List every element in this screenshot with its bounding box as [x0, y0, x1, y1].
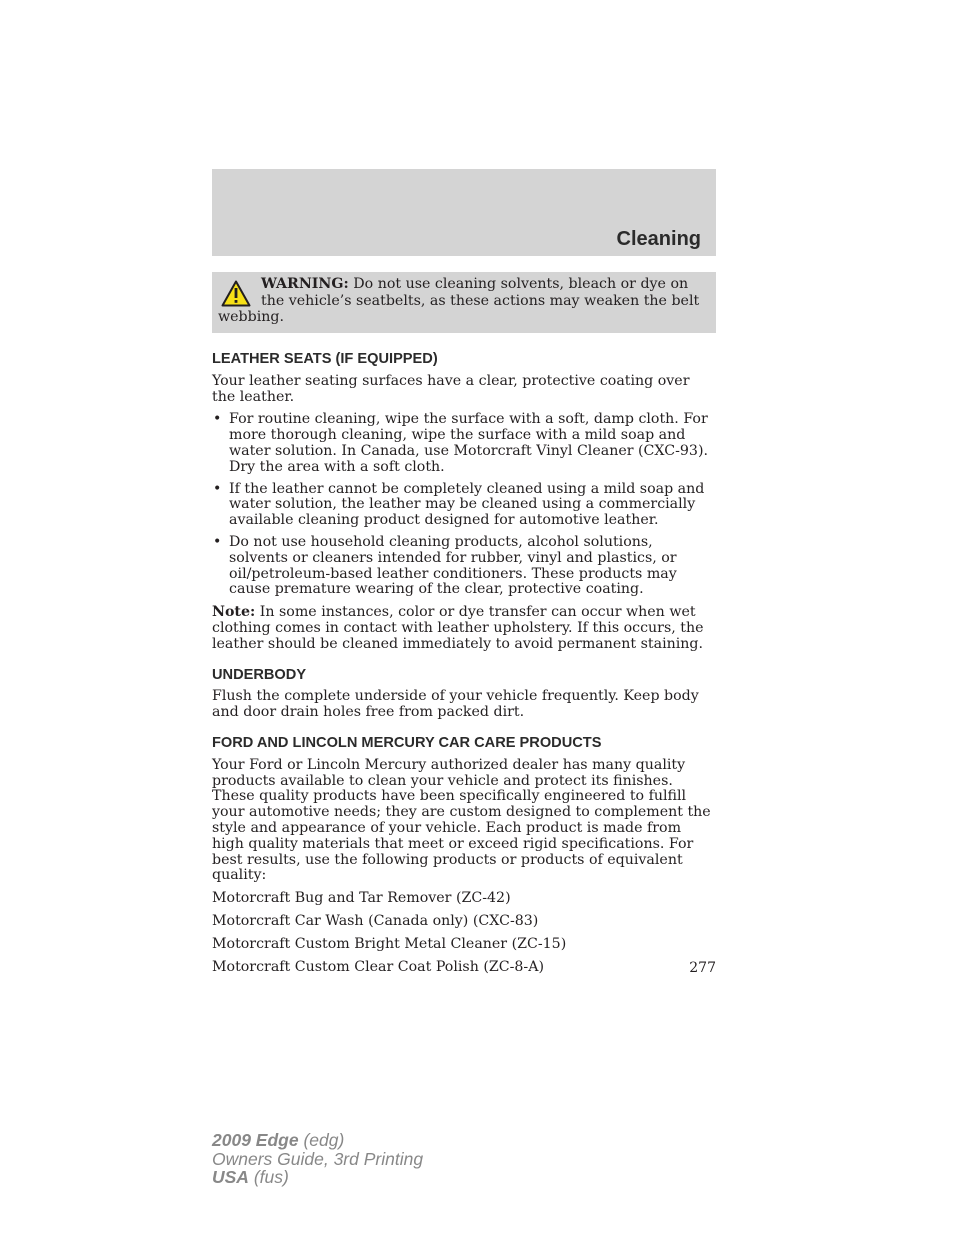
footer-line-2: Owners Guide, 3rd Printing: [212, 1148, 424, 1169]
page-number: 277: [689, 960, 716, 976]
list-item: • If the leather cannot be completely cleaned using a mild soap and water solution, the leather may be cleaned using a commercially available cleaning product designed for automotive leather.: [212, 482, 716, 529]
products-intro: Your Ford or Lincoln Mercury authorized dealer has many quality products available to clean your vehicle and protect its finishes. These quality products have been specifically engineered to fulfill your automotive needs; they are custom designed to complement the style and appearance of your vehicle. Each product is made from high quality materials that meet or exceed rigid specifications. For best results, use the following products or products of equivalent quality:: [212, 756, 711, 884]
warning-box: [212, 272, 716, 333]
list-item: • For routine cleaning, wipe the surface with a soft, damp cloth. For more thorough cleaning, wipe the surface with a mild soap and water solution. In Canada, use Motorcraft Vinyl Cleaner (CXC-93). Dry the area with a soft cloth.: [212, 412, 716, 475]
list-item: • Do not use household cleaning products, alcohol solutions, solvents or cleaners intended for rubber, vinyl and plastics, or oil/petroleum-based leather conditioners. These products may cause premature wearing of the clear, protective coating.: [212, 535, 716, 598]
footer-market-code: (fus): [248, 1167, 289, 1187]
leather-bullet-list: [212, 412, 716, 598]
leather-heading: LEATHER SEATS (IF EQUIPPED): [212, 351, 438, 367]
products-heading: FORD AND LINCOLN MERCURY CAR CARE PRODUCTS: [212, 734, 602, 751]
footer-model: 2009 Edge: [212, 1130, 299, 1150]
footer-imprint: [212, 1131, 423, 1187]
underbody-text: Flush the complete underside of your vehicle frequently. Keep body and door drain holes free from packed dirt.: [212, 688, 699, 721]
warning-body: Do not use cleaning solvents, bleach or dye on the vehicle’s seatbelts, as these actions may weaken the belt webbing.: [218, 276, 700, 325]
product-item: Motorcraft Bug and Tar Remover (ZC-42): [212, 890, 511, 907]
note-label: Note:: [212, 604, 256, 621]
section-title: Cleaning: [616, 228, 701, 250]
underbody-heading: UNDERBODY: [212, 666, 307, 683]
product-item: Motorcraft Custom Clear Coat Polish (ZC-8-A): [212, 958, 544, 975]
footer-line-3: [212, 1168, 423, 1187]
note-text: In some instances, color or dye transfer can occur when wet clothing comes in contact with leather upholstery. If this occurs, the leather should be cleaned immediately to avoid permanent staining.: [212, 604, 704, 652]
product-item: Motorcraft Custom Bright Metal Cleaner (ZC-15): [212, 935, 567, 952]
warning-label: WARNING:: [261, 276, 349, 292]
warning-text: [218, 276, 710, 326]
product-item: Motorcraft Car Wash (Canada only) (CXC-83): [212, 912, 539, 929]
section-header-band: [212, 169, 716, 256]
main-content: [212, 352, 716, 982]
leather-intro: Your leather seating surfaces have a clear, protective coating over the leather.: [212, 372, 690, 405]
leather-note: [212, 605, 716, 652]
footer-line-1: [212, 1131, 423, 1150]
footer-model-code: (edg): [298, 1130, 345, 1150]
footer-market: USA: [212, 1167, 249, 1187]
